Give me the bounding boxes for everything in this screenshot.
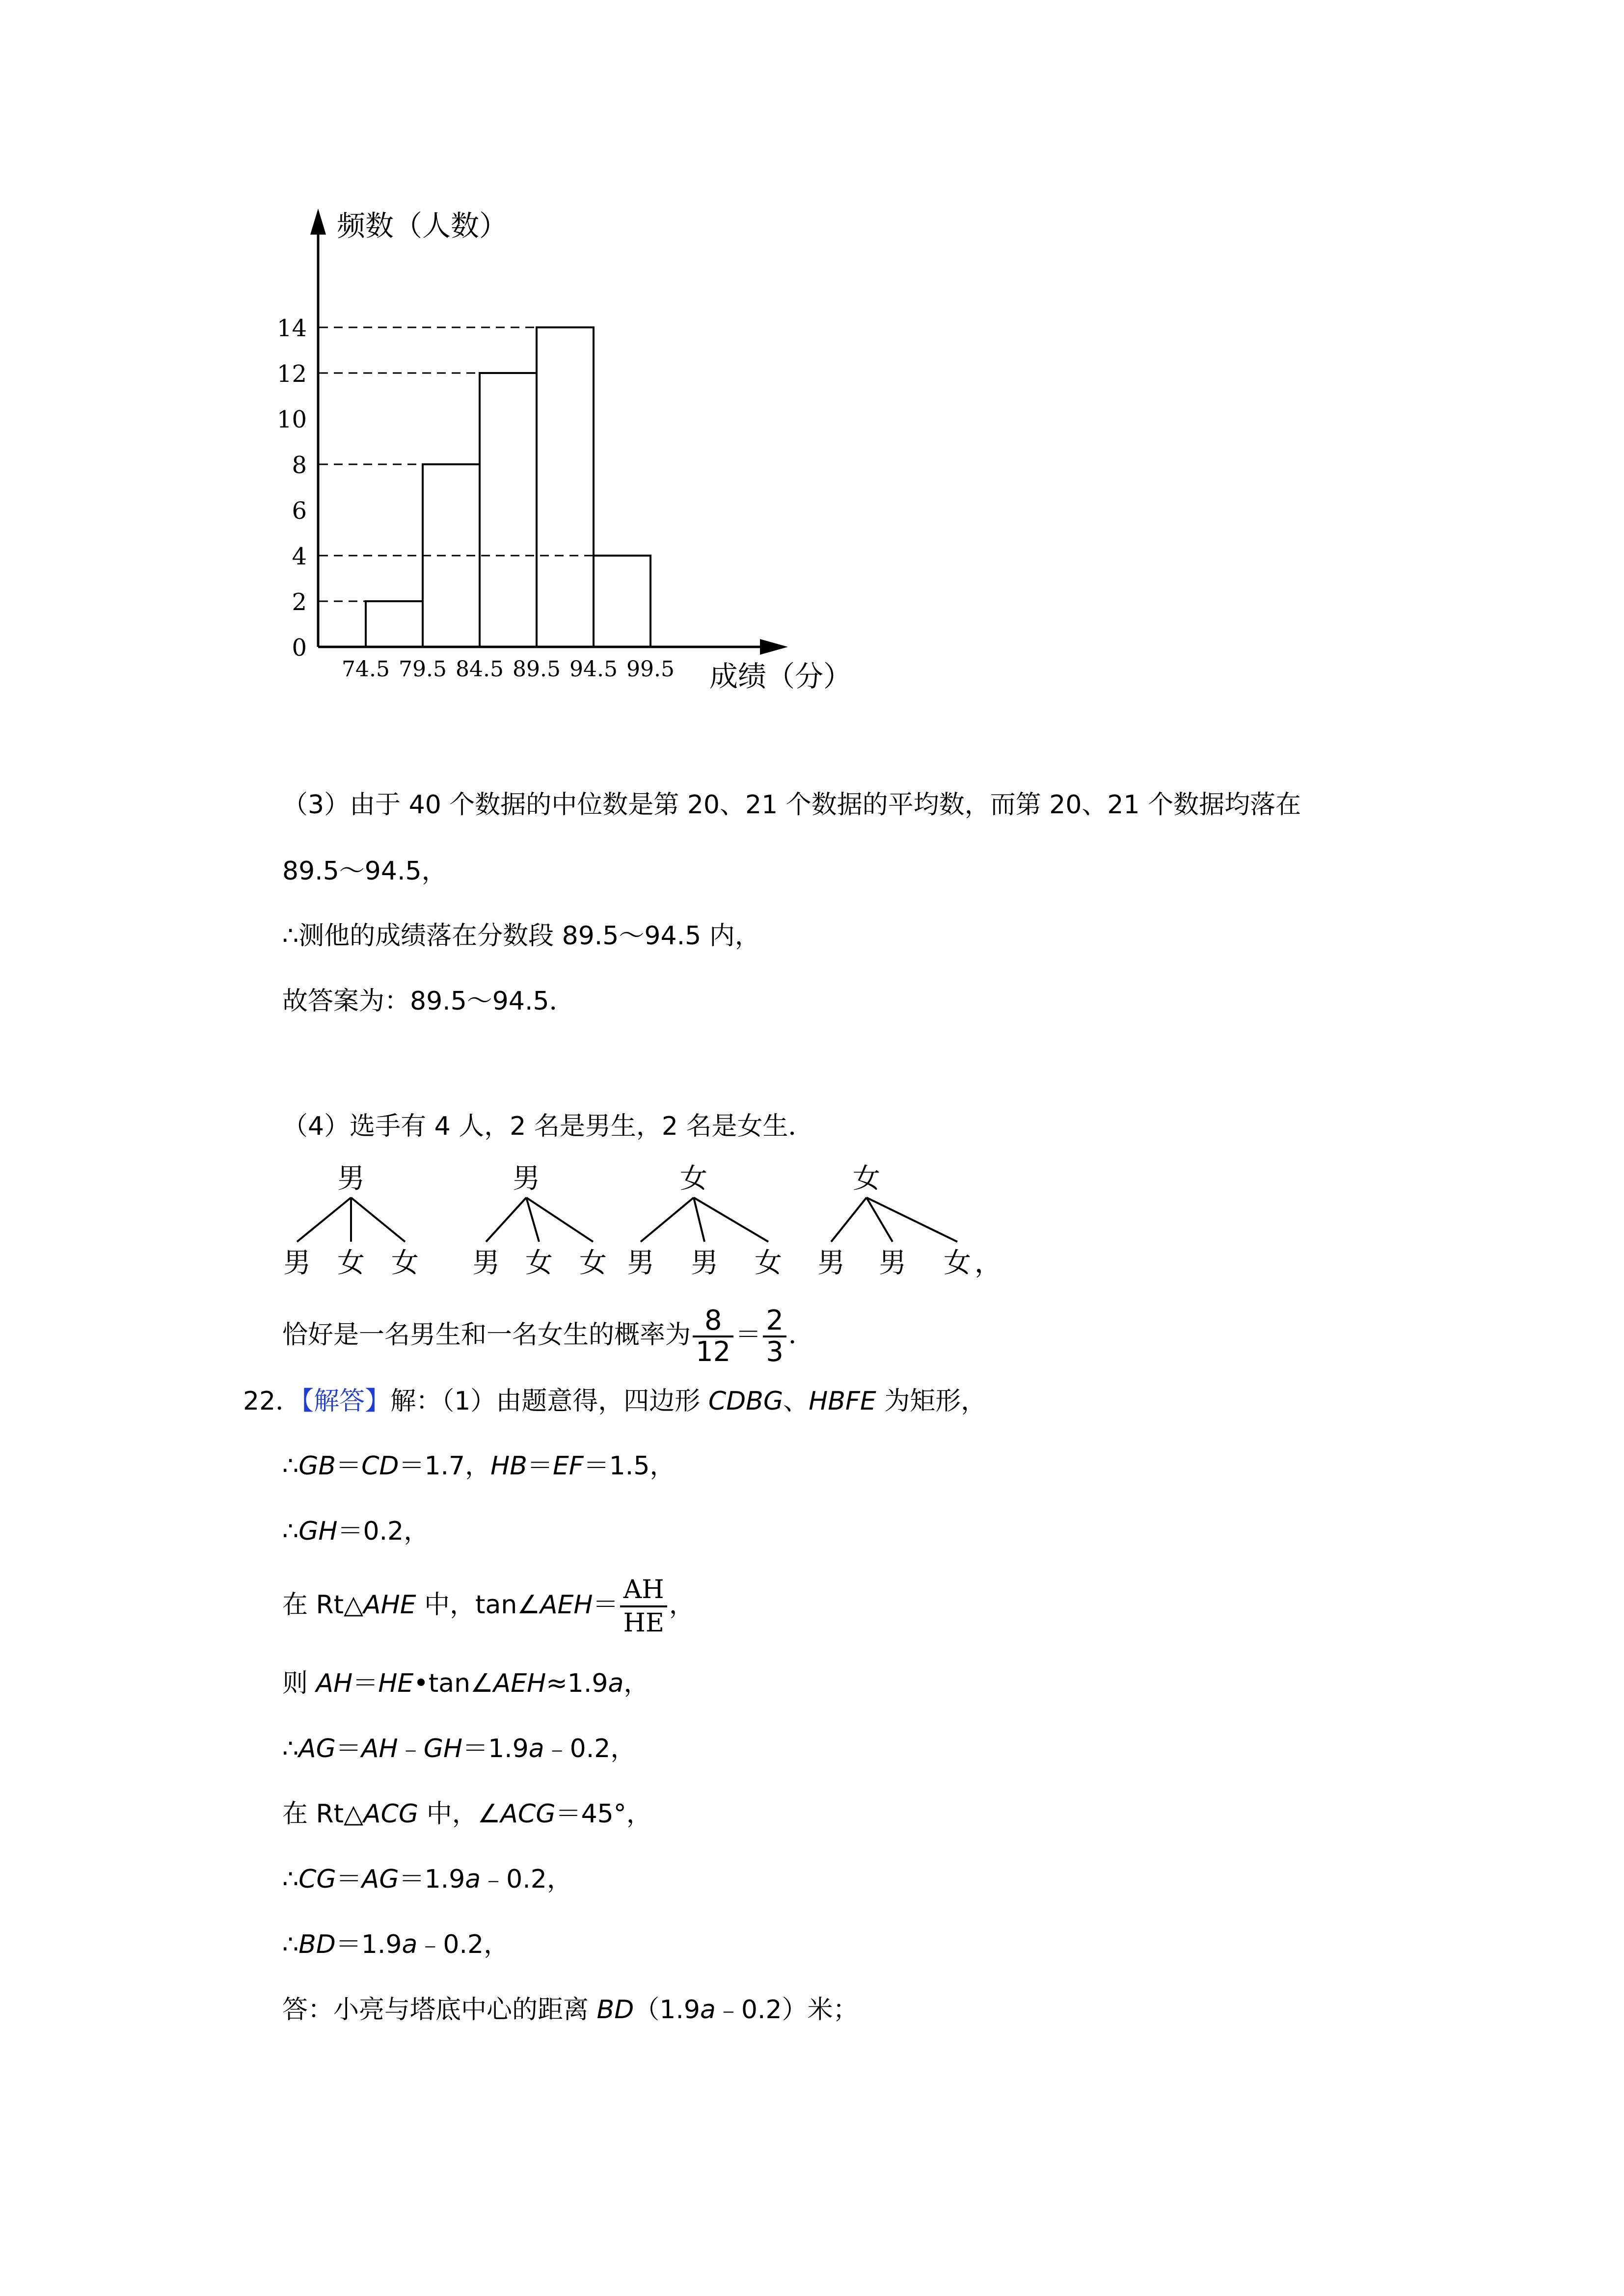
text: ＝0.2， [337,1517,430,1546]
var-a: a [465,1865,481,1894]
text: ＝1.5， [583,1451,676,1481]
tree-branch [694,1198,704,1242]
text: ﹣0.2， [417,1930,510,1959]
var-ag: AG [361,1865,399,1894]
var-gb: GB [298,1451,336,1481]
var-hb: HB [490,1451,527,1481]
therefore: ∴ [282,1930,299,1959]
tree-trailing-comma: ， [974,1247,1002,1279]
therefore: ∴ [282,1451,299,1481]
q22-line3 [282,1568,695,1642]
tree-child-node: 男 [691,1247,718,1279]
q22-line1 [282,1449,675,1483]
text: ＝1.9 [399,1865,465,1894]
q22-line6 [282,1797,652,1831]
y-axis-label: 频数（人数） [337,209,508,242]
text: ≈1.9 [546,1669,608,1698]
tree-branch [297,1198,351,1242]
text: ＝45°， [555,1799,652,1829]
part3-line1: （3）由于 40 个数据的中位数是第 20、21 个数据的平均数，而第 20、21 个数据均落在 [282,790,1301,820]
text: ， [669,1590,695,1620]
var-hbfe: HBFE [809,1387,876,1416]
x-tick-label: 89.5 [513,657,561,682]
y-tick-label: 14 [276,315,307,342]
minus: ﹣ [398,1734,424,1763]
therefore: ∴ [282,1865,299,1894]
var-acg: ACG [363,1799,419,1829]
tree-root-node: 女 [680,1163,707,1195]
var-cdbg: CDBG [708,1387,784,1416]
part3-line3: ∴测他的成绩落在分数段 89.5～94.5 内， [282,921,760,951]
equals: ＝ [335,1734,361,1763]
text: ＝1.9 [462,1734,529,1763]
var-gh: GH [298,1517,338,1546]
x-tick-label: 94.5 [569,657,618,682]
q22-intro-end: 为矩形， [876,1387,987,1416]
var-ah: AH [316,1669,353,1698]
text: ﹣0.2）米； [715,1995,859,2025]
text: 中，tan∠ [416,1590,540,1620]
tree-root-node: 女 [853,1163,880,1195]
y-tick-label: 12 [276,360,307,388]
therefore: ∴ [282,1734,299,1763]
text: 在 Rt△ [282,1590,364,1620]
answer-tag: 【解答】 [301,1387,391,1416]
var-ag: AG [298,1734,336,1763]
q22-line5 [282,1732,636,1766]
tree-child-node: 女 [579,1247,607,1279]
var-bd: BD [298,1930,336,1959]
tree-child-node: 男 [627,1247,654,1279]
y-tick-label: 4 [292,543,307,570]
equals: ＝ [336,1451,362,1481]
text: 中，∠ [418,1799,501,1829]
text: ＝1.7， [399,1451,491,1481]
equals: ＝ [352,1669,379,1698]
fraction-8-12 [693,1306,733,1367]
fraction-numerator: 2 [763,1306,786,1337]
tree-child-node: 男 [879,1247,906,1279]
x-tick-label: 84.5 [456,657,504,682]
var-ahe: AHE [363,1590,416,1620]
part4-line1: （4）选手有 4 人，2 名是男生，2 名是女生． [282,1112,814,1141]
var-ah: AH [361,1734,398,1763]
question-number: 22． [243,1387,301,1416]
equals-sign: ＝ [735,1320,761,1350]
y-tick-label: 2 [292,588,307,616]
fraction-numerator: AH [620,1574,667,1607]
q22-line7 [282,1862,572,1896]
tree-child-node: 男 [817,1247,845,1279]
fraction-denominator: 3 [766,1336,784,1368]
q22-line8 [282,1927,509,1962]
tree-branch [831,1198,866,1242]
tree-child-node: 男 [472,1247,500,1279]
equals: ＝ [336,1865,362,1894]
tree-branch [694,1198,768,1242]
q22-line4 [282,1666,649,1701]
text: •tan∠ [413,1669,493,1698]
tree-branch [486,1198,526,1242]
text: 在 Rt△ [282,1799,364,1829]
text: ， [623,1669,650,1698]
part3-line4: 故答案为：89.5～94.5． [282,987,575,1016]
var-aeh: AEH [540,1590,593,1620]
fraction-denominator: HE [623,1608,664,1638]
text: 则 [282,1669,316,1698]
x-tick-label: 74.5 [342,657,390,682]
q22-heading [243,1384,986,1418]
fraction-denominator: 12 [696,1336,731,1368]
tree-child-node: 女 [391,1247,419,1279]
text: （1.9 [634,1995,700,2025]
var-a: a [528,1734,544,1763]
var-cg: CG [298,1865,336,1894]
q22-line2 [282,1514,429,1548]
equals: ＝ [527,1451,553,1481]
y-tick-label: 0 [292,634,307,662]
var-a: a [402,1930,418,1959]
fraction-numerator: 8 [693,1306,733,1337]
var-cd: CD [361,1451,399,1481]
q22-intro: 解：（1）由题意得，四边形 [390,1387,708,1416]
text: ＝1.9 [335,1930,402,1959]
text: 答：小亮与塔底中心的距离 [282,1995,597,2025]
x-tick-label: 79.5 [399,657,447,682]
prob-suffix: ． [788,1320,814,1350]
tree-child-node: 女 [525,1247,553,1279]
separator: 、 [783,1387,809,1416]
y-tick-label: 6 [292,497,307,525]
tree-branch [641,1198,694,1242]
var-acg: ACG [500,1799,556,1829]
text: ﹣0.2， [481,1865,572,1894]
q22-line9 [282,1993,859,2027]
text: ﹣0.2， [544,1734,636,1763]
x-axis-label: 成绩（分） [709,660,852,693]
var-a: a [608,1669,624,1698]
probability-line [282,1301,814,1369]
var-a: a [700,1995,716,2025]
part3-line2: 89.5～94.5， [282,856,447,886]
equals: ＝ [593,1590,619,1620]
tree-root-node: 男 [337,1163,365,1195]
var-ef: EF [552,1451,584,1481]
tree-child-node: 女 [337,1247,365,1279]
prob-prefix: 恰好是一名男生和一名女生的概率为 [282,1320,691,1350]
tree-child-node: 男 [283,1247,311,1279]
var-gh: GH [423,1734,463,1763]
fraction-ah-he [620,1574,667,1639]
var-he: HE [378,1669,414,1698]
var-bd: BD [596,1995,634,2025]
tree-root-node: 男 [513,1163,540,1195]
y-tick-label: 8 [292,452,307,479]
x-tick-label: 99.5 [626,657,675,682]
therefore: ∴ [282,1517,299,1546]
tree-child-node: 女 [944,1247,971,1279]
tree-child-node: 女 [755,1247,782,1279]
y-tick-label: 10 [276,406,307,433]
tree-branch [351,1198,405,1242]
fraction-2-3 [763,1306,786,1367]
var-aeh: AEH [493,1669,546,1698]
